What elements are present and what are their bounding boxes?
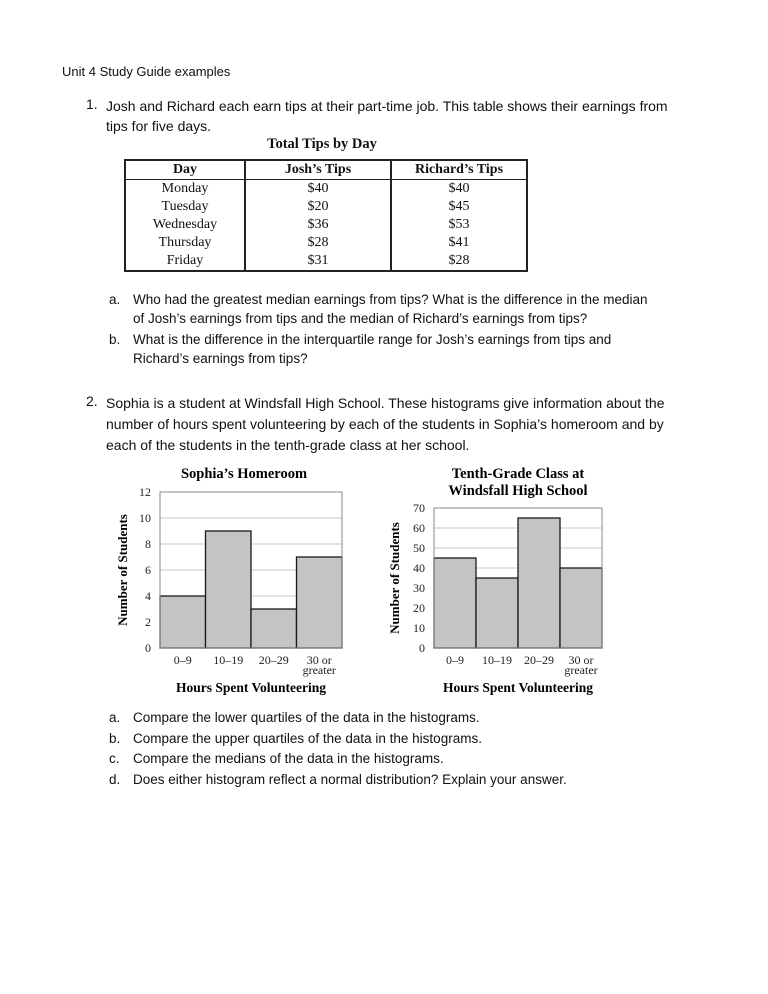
y-tick-label: 40 xyxy=(413,561,425,575)
y-tick-label: 6 xyxy=(145,563,151,577)
y-tick-label: 20 xyxy=(413,601,425,615)
tips-cell-day: Monday xyxy=(161,181,209,196)
q2-part-a-label: a. xyxy=(109,710,121,725)
tips-table-header-row xyxy=(126,161,526,180)
chart2-title-line-2: Windsfall High School xyxy=(448,483,588,499)
question-2-number: 2. xyxy=(86,393,98,409)
question-2-line-2: number of hours spent volunteering by each of the students in Sophia’s homeroom and by xyxy=(106,416,664,432)
tips-table-title: Total Tips by Day xyxy=(267,136,377,152)
tips-table-row xyxy=(126,198,526,216)
y-tick-label: 70 xyxy=(413,501,425,515)
q2-part-b-label: b. xyxy=(109,730,121,746)
y-tick-label: 60 xyxy=(413,521,425,535)
y-tick-label: 10 xyxy=(139,511,151,525)
x-tick-label: 30 or greater xyxy=(564,653,598,677)
y-tick-label: 12 xyxy=(139,485,151,499)
question-2-line-3: each of the students in the tenth-grade class at her school. xyxy=(106,437,470,453)
chart2-x-axis-label: Hours Spent Volunteering xyxy=(442,680,594,695)
y-tick-label: 8 xyxy=(145,537,151,551)
x-tick-label: 0–9 xyxy=(446,653,464,667)
question-1-line-2: tips for five days. xyxy=(106,118,212,134)
chart2-title-line-1: Tenth-Grade Class at xyxy=(451,466,585,482)
q1-part-a-line-1: Who had the greatest median earnings from tips? What is the difference in the median xyxy=(133,292,648,307)
tips-cell-richard: $41 xyxy=(391,234,526,252)
tips-table-row xyxy=(126,252,526,270)
y-tick-label: 30 xyxy=(413,581,425,595)
y-tick-label: 0 xyxy=(419,641,425,655)
histogram-bar xyxy=(434,558,476,648)
y-tick-label: 50 xyxy=(413,541,425,555)
tips-cell-day: Tuesday xyxy=(161,199,209,214)
chart1-bars xyxy=(160,531,342,648)
chart1-x-axis-label: Hours Spent Volunteering xyxy=(175,680,327,695)
tips-cell-richard: $53 xyxy=(391,216,526,234)
q1-part-b-text xyxy=(133,330,713,368)
q2-parts-texts xyxy=(133,708,567,790)
y-tick-label: 4 xyxy=(145,589,151,603)
header-day: Day xyxy=(126,161,245,180)
chart1-y-axis-label: Number of Students xyxy=(115,514,130,626)
x-tick-label: 30 or greater xyxy=(302,653,336,677)
q2-part-b-text: Compare the upper quartiles of the data in the histograms. xyxy=(133,730,482,746)
chart2-y-axis-label: Number of Students xyxy=(387,522,402,634)
tips-cell-josh: $20 xyxy=(245,198,391,216)
question-1-line-1: Josh and Richard each earn tips at their part-time job. This table shows their earnings from xyxy=(106,98,668,114)
chart2-y-ticks xyxy=(413,501,425,655)
x-tick-label: 0–9 xyxy=(173,653,192,667)
q2-part-a-text: Compare the lower quartiles of the data in the histograms. xyxy=(133,710,480,725)
tips-cell-josh: $40 xyxy=(245,180,391,199)
histogram-tenth-grade-class xyxy=(382,460,622,700)
y-tick-label: 2 xyxy=(145,615,151,629)
q1-part-a-text xyxy=(133,290,713,328)
q1-part-b-line-2: Richard’s earnings from tips? xyxy=(133,351,308,366)
tips-cell-day: Wednesday xyxy=(152,217,218,232)
tips-cell-josh: $28 xyxy=(245,234,391,252)
q2-part-d-label: d. xyxy=(109,771,121,787)
tips-cell-josh: $36 xyxy=(245,216,391,234)
question-2-text xyxy=(106,393,706,456)
y-tick-label: 0 xyxy=(145,641,151,655)
document-title: Unit 4 Study Guide examples xyxy=(62,64,231,79)
chart2-x-ticks xyxy=(446,653,598,677)
q1-part-b-label: b. xyxy=(109,332,121,347)
x-tick-label: 10–19 xyxy=(213,653,244,667)
tips-table xyxy=(124,159,528,272)
q2-part-c-text: Compare the medians of the data in the histograms. xyxy=(133,751,444,766)
tips-cell-josh: $31 xyxy=(245,252,391,270)
histogram-bar xyxy=(518,518,560,648)
q1-part-a-line-2: of Josh’s earnings from tips and the median of Richard’s earnings from tips? xyxy=(133,311,588,326)
question-2-line-1: Sophia is a student at Windsfall High School. These histograms give information about the xyxy=(106,395,665,411)
chart2-bars xyxy=(434,518,602,648)
histogram-bar xyxy=(560,568,602,648)
tips-cell-day: Thursday xyxy=(158,235,212,250)
chart1-y-ticks xyxy=(139,485,151,655)
q2-part-d-text: Does either histogram reflect a normal distribution? Explain your answer. xyxy=(133,771,567,787)
x-tick-label: 20–29 xyxy=(524,653,554,667)
q2-part-c-label: c. xyxy=(109,751,120,766)
question-1-text xyxy=(106,96,706,136)
tips-table-row xyxy=(126,216,526,234)
tips-table-row xyxy=(126,180,526,199)
q1-part-a-label: a. xyxy=(109,292,121,307)
tips-cell-richard: $45 xyxy=(391,198,526,216)
chart1-title: Sophia’s Homeroom xyxy=(180,466,308,482)
tips-cell-richard: $40 xyxy=(391,180,526,199)
tips-table-row xyxy=(126,234,526,252)
histogram-bar xyxy=(476,578,518,648)
q2-parts-labels xyxy=(109,708,120,790)
histogram-bar xyxy=(160,596,206,648)
x-tick-label: 10–19 xyxy=(482,653,512,667)
chart1-x-ticks xyxy=(174,653,336,677)
question-1-number: 1. xyxy=(86,96,98,112)
histogram-bar xyxy=(251,609,297,648)
x-tick-label: 20–29 xyxy=(258,653,289,667)
header-richard: Richard’s Tips xyxy=(391,161,526,180)
y-tick-label: 10 xyxy=(413,621,425,635)
histogram-bar xyxy=(297,557,343,648)
histogram-sophias-homeroom xyxy=(112,460,344,700)
tips-cell-richard: $28 xyxy=(391,252,526,270)
histogram-bar xyxy=(206,531,252,648)
q1-part-b-line-1: What is the difference in the interquartile range for Josh’s earnings from tips and xyxy=(133,332,612,347)
header-josh: Josh’s Tips xyxy=(245,161,391,180)
tips-cell-day: Friday xyxy=(166,253,204,268)
